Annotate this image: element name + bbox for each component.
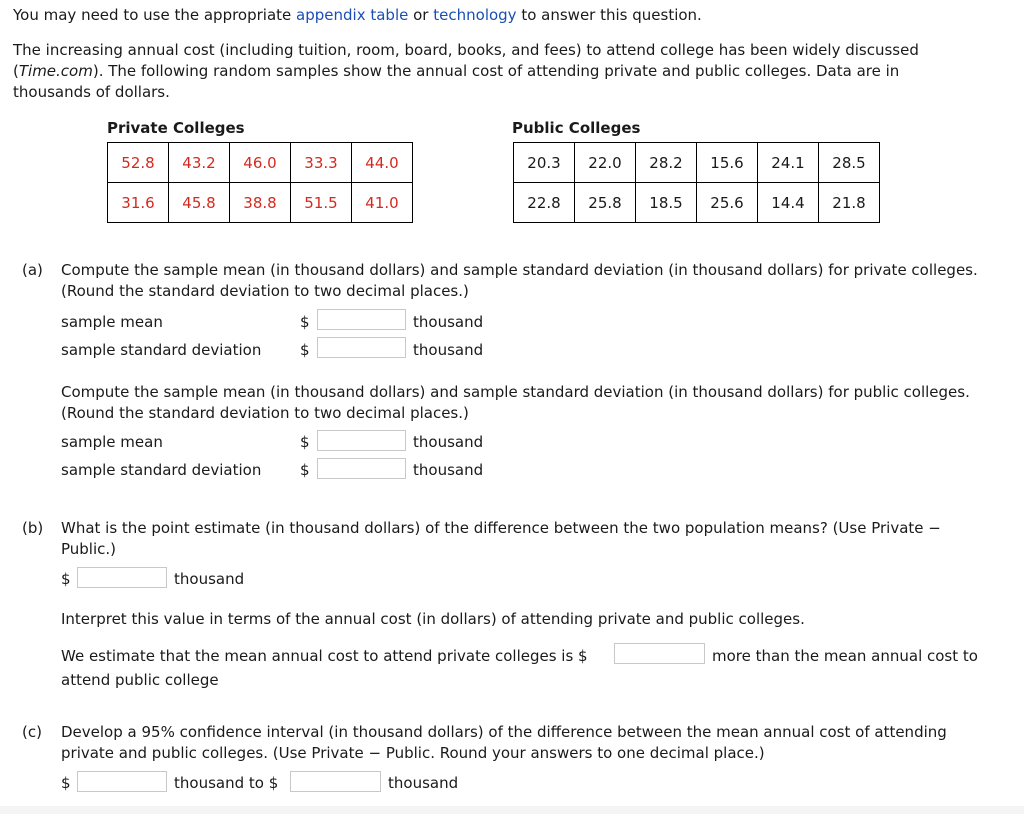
unit-label: thousand (413, 433, 484, 451)
intro-mid: or (413, 6, 429, 24)
estimate-sentence-line-2: attend public college (61, 671, 219, 689)
part-c-question-line-2: private and public colleges. (Use Private − Public. Round your answers to one decimal place.) (61, 744, 765, 762)
part-b-question-line-2: Public.) (61, 540, 117, 558)
private-mean-label: sample mean (61, 313, 163, 331)
ci-lower-input[interactable] (77, 771, 167, 792)
table-cell: 20.3 (514, 143, 575, 183)
table-cell: 41.0 (352, 183, 413, 223)
currency-symbol: $ (61, 570, 71, 588)
table-cell: 25.6 (697, 183, 758, 223)
problem-paren-open: ( (13, 62, 19, 80)
problem-line-1: The increasing annual cost (including tuition, room, board, books, and fees) to attend college has been widely discussed (13, 41, 919, 59)
part-a-question-2-line-2: (Round the standard deviation to two decimal places.) (61, 404, 469, 422)
table-cell: 38.8 (230, 183, 291, 223)
table-cell: 14.4 (758, 183, 819, 223)
table-cell: 31.6 (108, 183, 169, 223)
estimate-sentence-prefix: We estimate that the mean annual cost to attend private colleges is $ (61, 647, 588, 665)
currency-symbol: $ (300, 461, 310, 479)
public-colleges-table (513, 142, 880, 223)
private-colleges-title: Private Colleges (107, 119, 245, 137)
currency-symbol: $ (300, 341, 310, 359)
intro-prefix: You may need to use the appropriate (13, 6, 292, 24)
problem-line-2 (13, 61, 899, 81)
point-estimate-input[interactable] (77, 567, 167, 588)
table-cell: 33.3 (291, 143, 352, 183)
table-cell: 22.0 (575, 143, 636, 183)
part-c-question-line-1: Develop a 95% confidence interval (in thousand dollars) of the difference between the mean annual cost of attending (61, 723, 947, 741)
public-mean-input[interactable] (317, 430, 406, 451)
page-bottom-divider (0, 806, 1024, 814)
table-cell: 28.5 (819, 143, 880, 183)
table-cell: 15.6 (697, 143, 758, 183)
problem-line-3: thousands of dollars. (13, 83, 170, 101)
private-sd-input[interactable] (317, 337, 406, 358)
appendix-table-link[interactable]: appendix table (296, 6, 409, 24)
unit-label: thousand (174, 570, 245, 588)
table-row (108, 183, 413, 223)
intro-line (13, 5, 702, 25)
problem-line-2-rest: ). The following random samples show the annual cost of attending private and public colleges. Data are in (92, 62, 900, 80)
currency-symbol: $ (61, 774, 71, 792)
public-colleges-title: Public Colleges (512, 119, 641, 137)
private-mean-input[interactable] (317, 309, 406, 330)
table-cell: 22.8 (514, 183, 575, 223)
source-name: Time.com (18, 62, 93, 80)
part-a-question-1-line-2: (Round the standard deviation to two decimal places.) (61, 282, 469, 300)
part-a-letter: (a) (22, 261, 43, 279)
part-c-letter: (c) (22, 723, 42, 741)
part-b-letter: (b) (22, 519, 44, 537)
table-cell: 52.8 (108, 143, 169, 183)
intro-suffix: to answer this question. (521, 6, 702, 24)
technology-link[interactable]: technology (433, 6, 517, 24)
table-row (514, 143, 880, 183)
part-a-question-2-line-1: Compute the sample mean (in thousand dollars) and sample standard deviation (in thousand dollars) for public colleges. (61, 383, 970, 401)
estimate-sentence-suffix: more than the mean annual cost to (712, 647, 978, 665)
table-cell: 18.5 (636, 183, 697, 223)
ci-upper-input[interactable] (290, 771, 381, 792)
private-sd-label: sample standard deviation (61, 341, 262, 359)
currency-symbol: $ (300, 433, 310, 451)
thousand-to-label: thousand to $ (174, 774, 279, 792)
table-row (108, 143, 413, 183)
unit-label: thousand (413, 341, 484, 359)
part-b-question-line-1: What is the point estimate (in thousand dollars) of the difference between the two population means? (Use Private − (61, 519, 941, 537)
table-cell: 43.2 (169, 143, 230, 183)
table-cell: 21.8 (819, 183, 880, 223)
table-cell: 24.1 (758, 143, 819, 183)
difference-dollars-input[interactable] (614, 643, 705, 664)
table-cell: 44.0 (352, 143, 413, 183)
table-cell: 25.8 (575, 183, 636, 223)
currency-symbol: $ (300, 313, 310, 331)
public-mean-label: sample mean (61, 433, 163, 451)
public-sd-input[interactable] (317, 458, 406, 479)
public-sd-label: sample standard deviation (61, 461, 262, 479)
interpret-instruction: Interpret this value in terms of the annual cost (in dollars) of attending private and public colleges. (61, 610, 805, 628)
table-cell: 51.5 (291, 183, 352, 223)
unit-label: thousand (413, 461, 484, 479)
unit-label: thousand (413, 313, 484, 331)
table-cell: 28.2 (636, 143, 697, 183)
part-a-question-1-line-1: Compute the sample mean (in thousand dollars) and sample standard deviation (in thousand dollars) for private colleges. (61, 261, 978, 279)
table-cell: 45.8 (169, 183, 230, 223)
table-cell: 46.0 (230, 143, 291, 183)
unit-label: thousand (388, 774, 459, 792)
private-colleges-table (107, 142, 413, 223)
table-row (514, 183, 880, 223)
